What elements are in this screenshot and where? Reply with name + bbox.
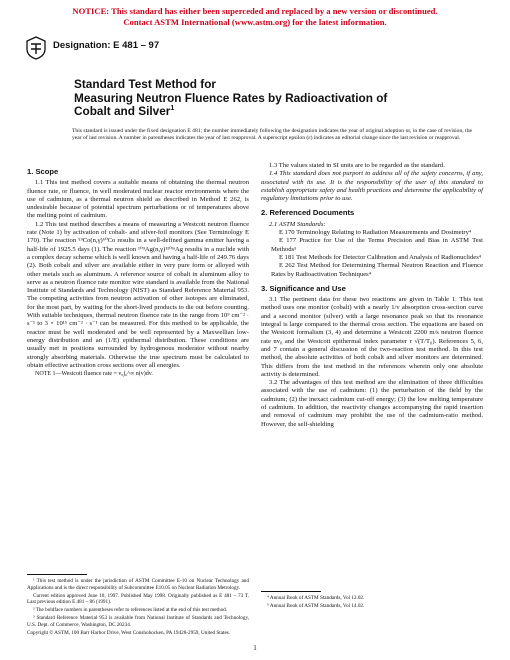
notice-line-1: NOTICE: This standard has either been superceded and replaced by a new version or discontinued. bbox=[72, 6, 438, 16]
document-title bbox=[74, 78, 454, 119]
title-line-1: Standard Test Method for bbox=[74, 77, 217, 91]
footnotes-right bbox=[261, 595, 483, 611]
copyright-line: Copyright © ASTM, 100 Barr Harbor Drive, West Conshohocken, PA 19428-2959, United States. bbox=[27, 630, 231, 636]
title-footnote-mark: 1 bbox=[170, 105, 175, 113]
referenced-documents-heading: 2. Referenced Documents bbox=[261, 208, 355, 218]
note-1: NOTE 1—Westcott fluence rate = v₀∫₀^∞ n(v)dv. bbox=[35, 371, 153, 378]
astm-logo-icon bbox=[26, 36, 46, 60]
footnote-divider-left bbox=[27, 574, 87, 575]
paragraph-1-1: 1.1 This test method covers a suitable means of obtaining the thermal neutron fluence rate, or fluence, in well moderated nuclear reactor environments where the use of cadmium, as a thermal neutron shield as described in Method E 262, is undesirable because of potential spectrum perturbations or of temperatures above the melting point of cadmium. bbox=[27, 179, 249, 220]
footnote: ¹ This test method is under the jurisdiction of ASTM Committee E-10 on Nuclear Technology and Applications and is the direct responsibility of Subcommittee E10.05 on Nuclear Radiation Metrology. bbox=[27, 578, 249, 591]
title-line-3 bbox=[74, 105, 454, 119]
standard-issuance-note: This standard is issued under the fixed designation E 481; the number immediately following the designation indicates the year of original adoption or, in the case of revision, the year of last revision. A number in parentheses indicates the year of last reapproval. A superscript epsilon (ε) indicates an editorial change since the last revision or reapproval. bbox=[72, 128, 472, 141]
paragraph-1-2: 1.2 This test method describes a means of measuring a Westcott neutron fluence rate (Note 1) by activation of cobalt- and silver-foil monitors (See Terminology E 170). The reaction ⁵⁹Co(n,γ)⁶⁰Co results in a well-defined gamma emitter having a half-life of 1925.5 days (1). The reaction ¹⁰⁹Ag(n,γ)¹¹⁰ᵐAg results in a nuclide with a complex decay scheme which is well known and having a half-life of 249.76 days (2). Both cobalt and silver are available either in very pure form or alloyed with other metals such as aluminum. A reference source of cobalt in aluminum alloy to serve as a neutron fluence rate monitor wire standard is available from the National Institute of Standards and Technology (NIST) as Standard Reference Material 953. The competing activities from neutron activation of other isotopes are eliminated, for the most part, by waiting for the short-lived products to die out before counting. With suitable techniques, thermal neutron fluence rate in the range from 10⁹ cm⁻² · s⁻¹ to 3 × 10¹⁵ cm⁻² · s⁻¹ can be measured. For this method to be applicable, the reactor must be well moderated and be well represented by a Maxwellian low-energy distribution and an (1/E) epithermal distribution. These conditions are usually met in positions surrounded by hydrogenous moderator without nearby strongly absorbing materials. Otherwise the true spectrum must be calculated to obtain effective activation cross sections over all energies. bbox=[27, 220, 249, 369]
title-line-2: Measuring Neutron Fluence Rates by Radioactivation of bbox=[74, 90, 388, 105]
paragraph-3-2: 3.2 The advantages of this test method are the elimination of three difficulties associated with the use of cadmium: (1) the perturbation of the field by the cadmium; (2) the inexact cadmium cut-off energy; (3) the low melting temperature of cadmium. In addition, the reactivity changes accompanying the rapid insertion and removal of cadmium may prohibit the use of the cadmium-ratio method. However, the self-shielding bbox=[261, 379, 483, 428]
left-column bbox=[27, 162, 249, 378]
reference-item: E 181 Test Methods for Detector Calibration and Analysis of Radionuclides⁴ bbox=[279, 253, 482, 261]
page-number: 1 bbox=[253, 644, 257, 652]
reference-item: E 262 Test Method for Determining Thermal Neutron Reaction and Fluence Rates by Radioactivation Techniques⁴ bbox=[271, 262, 483, 278]
footnote-divider-right bbox=[261, 591, 321, 592]
scope-heading: 1. Scope bbox=[27, 167, 59, 176]
paragraph-1-3: 1.3 The values stated in SI units are to be regarded as the standard. bbox=[269, 162, 445, 169]
paragraph-3-1: 3.1 The pertinent data for these two reactions are given in Table 1. This test method uses one monitor (cobalt) with a nearly 1/v absorption cross-section curve and a second monitor (silver) with a large resonance peak so that its resonance integral is large compared to the thermal cross section. The equations are based on the Westcott formalism (3, 4) and determine a Westcott 2200 m/s neutron fluence rate nv₀ and the Westcott epithermal index parameter r √(T/T₀). References 5, 6, and 7 contain a general discussion of the two-reaction test method. In this test method, the absolute activities of both cobalt and silver monitors are determined. This differs from the test method in the references wherein only one absolute activity is determined. bbox=[261, 296, 483, 378]
footnotes-left bbox=[27, 578, 249, 630]
paragraph-1-4: 1.4 This standard does not purport to address all of the safety concerns, if any, associated with its use. It is the responsibility of the user of this standard to establish appropriate safety and health practices and determine the applicability of regulatory limitations prior to use. bbox=[261, 170, 483, 203]
reference-item: E 170 Terminology Relating to Radiation Measurements and Dosimetry⁴ bbox=[279, 229, 472, 237]
footnote: ² The boldface numbers in parentheses refer to references listed at the end of this test method. bbox=[33, 607, 228, 614]
footnote: ⁴ Annual Book of ASTM Standards, Vol 12.02. bbox=[267, 595, 365, 601]
reference-item: E 177 Practice for Use of the Terms Precision and Bias in ASTM Test Methods⁵ bbox=[271, 237, 483, 253]
designation: Designation: E 481 – 97 bbox=[53, 40, 160, 51]
footnote: ³ Standard Reference Material 953 is available from National Institute of Standards and Technology, U.S. Dept. of Commerce, Washington, DC 20234. bbox=[27, 615, 249, 629]
footnote: Current edition approved June 10, 1997. Published May 1998. Originally published as E 481 – 73 T. Last previous edition E 481 – 86 (1991). bbox=[27, 592, 249, 606]
notice-banner bbox=[0, 6, 510, 28]
title-line-3-text: Cobalt and Silver bbox=[74, 104, 171, 118]
significance-heading: 3. Significance and Use bbox=[261, 283, 346, 293]
astm-standards-subheading: 2.1 ASTM Standards: bbox=[269, 220, 326, 228]
footnote: ⁵ Annual Book of ASTM Standards, Vol 14.02. bbox=[267, 603, 365, 610]
right-column bbox=[261, 162, 483, 429]
notice-line-2: Contact ASTM International (www.astm.org) for the latest information. bbox=[123, 17, 387, 27]
